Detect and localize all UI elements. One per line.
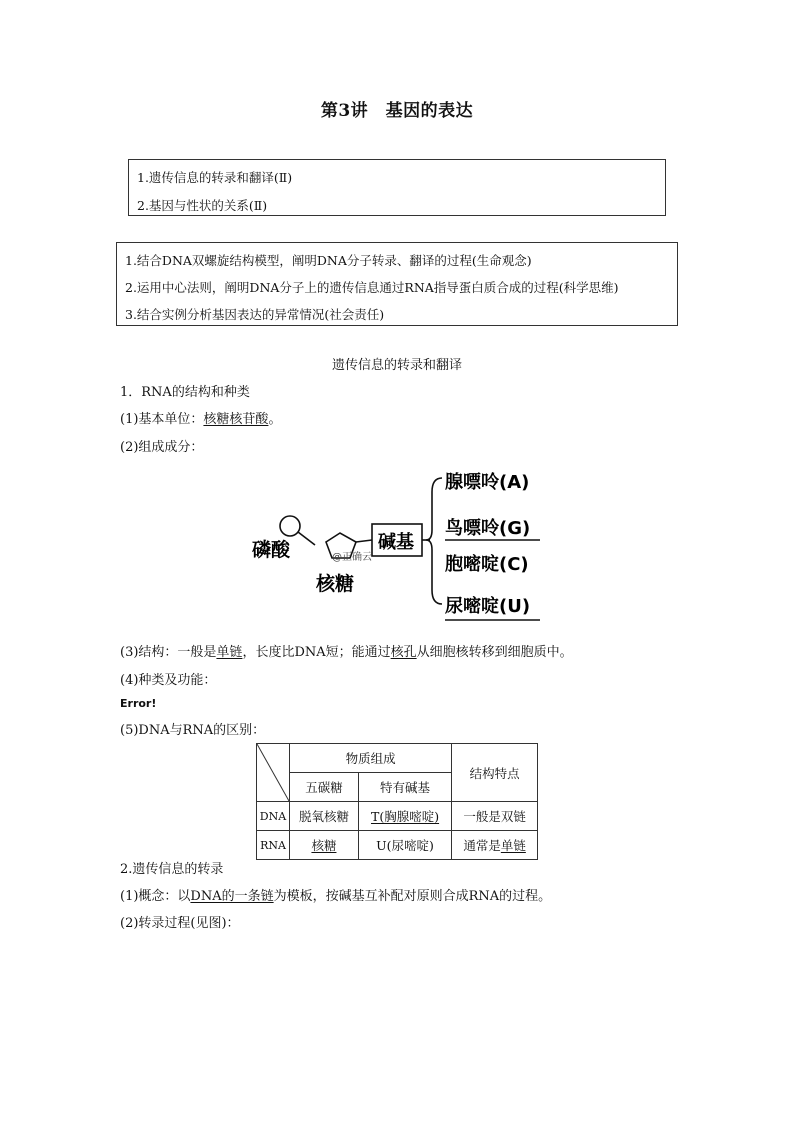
- diagonal-header-cell: [257, 744, 290, 802]
- concept-answer: DNA的一条链: [190, 889, 274, 904]
- structure-text: 从细胞核转移到细胞质中。: [416, 645, 573, 660]
- cell-structure: [452, 802, 538, 831]
- composition-heading: (2)组成成分：: [120, 440, 204, 455]
- table-row: [257, 802, 538, 831]
- types-heading: (4)种类及功能：: [120, 673, 217, 688]
- cell-structure-answer: 单链: [500, 838, 526, 853]
- transcription-concept-line: [120, 885, 551, 904]
- structure-text: (3)结构：一般是: [120, 645, 217, 660]
- basic-unit-label: (1)基本单位：: [120, 412, 204, 427]
- table-row: [257, 744, 538, 773]
- literacy-item: 2.运用中心法则，阐明DNA分子上的遗传信息通过RNA指导蛋白质合成的过程(科学思维): [125, 280, 619, 295]
- basic-unit-punct: 。: [268, 412, 282, 427]
- cell-structure-text: 通常是: [463, 838, 501, 853]
- transcription-heading: 2.遗传信息的转录: [120, 862, 224, 877]
- cell-structure-answer: 双链: [500, 809, 526, 824]
- cell-structure-text: 一般是: [463, 809, 501, 824]
- table-row: [257, 831, 538, 860]
- brace: [426, 478, 442, 604]
- literacy-item: 1.结合DNA双螺旋结构模型，阐明DNA分子转录、翻译的过程(生命观念): [125, 253, 532, 268]
- ribose-label: 核糖: [316, 573, 355, 595]
- structure-line: [120, 641, 573, 660]
- requirement-item: 2.基因与性状的关系(Ⅱ): [137, 198, 268, 213]
- rna-nucleotide-diagram: [240, 462, 570, 622]
- row-label: RNA: [257, 831, 290, 860]
- base-uracil: 尿嘧啶(U): [445, 596, 531, 617]
- concept-text: (1)概念：以: [120, 889, 191, 904]
- cell-base: [358, 802, 451, 831]
- cell-base: U(尿嘧啶): [358, 831, 451, 860]
- concept-text: 为模板，按碱基互补配对原则合成RNA的过程。: [273, 889, 552, 904]
- exam-requirements-box: [128, 159, 666, 216]
- base-cytosine: 胞嘧啶(C): [445, 554, 529, 575]
- header-base: 特有碱基: [358, 773, 451, 802]
- row-label: DNA: [257, 802, 290, 831]
- dna-rna-diff-heading: (5)DNA与RNA的区别：: [120, 723, 266, 738]
- section-title: 遗传信息的转录和翻译: [331, 358, 462, 373]
- literacy-item: 3.结合实例分析基因表达的异常情况(社会责任): [125, 307, 385, 322]
- cell-sugar-answer: 核糖: [311, 838, 337, 853]
- cell-sugar: [290, 831, 359, 860]
- watermark: @正确云: [332, 552, 372, 563]
- requirement-item: 1.遗传信息的转录和翻译(Ⅱ): [137, 170, 293, 185]
- dna-rna-comparison-table: [256, 743, 538, 860]
- base-label: 碱基: [378, 532, 414, 553]
- base-guanine: 鸟嘌呤(G): [445, 518, 531, 539]
- structure-text: ，长度比DNA短；能通过: [242, 645, 391, 660]
- error-text: Error!: [120, 697, 157, 710]
- phosphate-label: 磷酸: [252, 539, 291, 561]
- page-title: 第3讲 基因的表达: [320, 101, 474, 121]
- basic-unit-answer: 核糖核苷酸: [203, 412, 269, 427]
- structure-answer-2: 核孔: [390, 645, 417, 660]
- bond-line: [356, 540, 372, 542]
- cell-structure: [452, 831, 538, 860]
- bond-line: [298, 532, 315, 545]
- structure-answer-1: 单链: [216, 645, 243, 660]
- cell-sugar: 脱氧核糖: [290, 802, 359, 831]
- basic-unit-line: [120, 408, 281, 427]
- base-adenine: 腺嘌呤(A): [445, 472, 530, 493]
- core-literacy-box: [116, 242, 678, 326]
- header-structure: 结构特点: [452, 744, 538, 802]
- phosphate-circle: [280, 516, 300, 536]
- transcription-process-heading: (2)转录过程(见图)：: [120, 916, 240, 931]
- cell-base-answer: T(胸腺嘧啶): [370, 809, 440, 824]
- header-sugar: 五碳糖: [290, 773, 359, 802]
- rna-structure-heading: 1．RNA的结构和种类: [120, 385, 250, 400]
- header-substance: 物质组成: [290, 744, 452, 773]
